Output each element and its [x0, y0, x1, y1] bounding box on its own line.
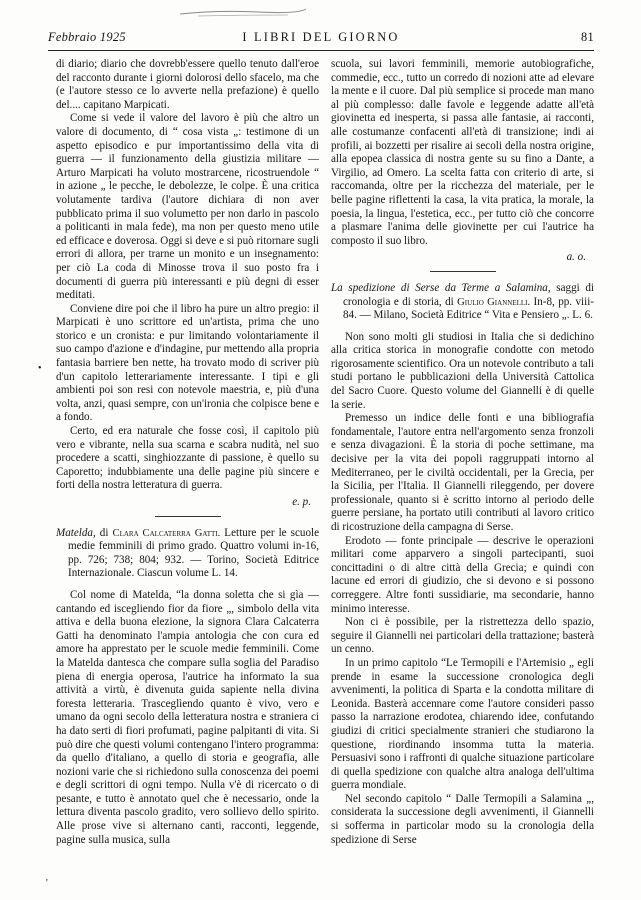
section-divider — [430, 271, 496, 272]
header-date: Febbraio 1925 — [48, 30, 126, 44]
entry-details: In-8, pp. viii-84. — Milano, Società Editrice “ Vita e Pensiero „. L. 6. — [343, 295, 594, 322]
paragraph: Erodoto — fonte principale — descrive le operazioni militari come apparvero a singoli partecipanti, suoi concittadini o di altre città della Grecia; e quindi con lacune ed errori di giudizio, che si devono e si possono correggere. Altre fonti sussidiarie, ma secondarie, hanno minimo interesse. — [331, 534, 594, 615]
paragraph: Nel secondo capitolo “ Dalle Termopili a Salamina „, considerata la successione degli avvenimenti, il Giannelli si sofferma in particolar modo su la cronologia della spedizione di Serse — [331, 792, 594, 846]
book-entry-serse — [331, 282, 594, 323]
paragraph: Non ci è possibile, per la ristrettezza dello spazio, seguire il Giannelli nei particolari della trattazione; basterà un cenno. — [331, 616, 594, 656]
book-title: La spedizione di Serse da Terme a Salamina, — [331, 281, 551, 294]
review-signature: e. p. — [292, 496, 311, 508]
page-number: 81 — [581, 30, 594, 44]
review-signature: a. o. — [566, 251, 586, 264]
entry-text: saggi di cronologia e di storia, di — [343, 281, 595, 308]
book-author: Clara Calcaterra Gatti. — [112, 527, 221, 539]
section-divider — [155, 516, 221, 517]
header-divider — [48, 50, 594, 51]
paragraph: Non sono molti gli studiosi in Italia che si dedichino alla critica storica in monografie condotte con metodo rigorosamente scientifico. Ora un notevole contributo a tali studi portano le pubblicazioni della Università Cattolica del Sacro Cuore. Questo volume del Giannelli è di quelle la serie. — [331, 330, 594, 411]
paragraph: Premesso un indice delle fonti e una bibliografia fondamentale, l'autore entra nell'argomento senza fronzoli e senza divagazioni. È la storia di poche settimane, ma decisive per la vita dei popoli raggruppati intorno al Mediterraneo, per le civiltà occidentali, per la Grecia, per la Sicilia, per l'Italia. Il Giannelli rileggendo, per dovere professionale, quanto si è scritto intorno al periodo delle guerre persiane, ha portato utili contributi al lavoro critico di ricostruzione della campagna di Serse. — [331, 412, 594, 533]
margin-mark: • — [38, 363, 42, 374]
left-column — [56, 58, 319, 847]
paragraph: Certo, ed era naturale che fosse così, il capitolo più vero e vibrante, nella sua scarna e scabra nudità, nel suo procedere a scatti, singhiozzante di passione, è quello su Caporetto; indubbiamente una delle pagine più sincere e forti della nostra letteratura di guerra. — [56, 425, 319, 492]
paragraph: di diario; diario che dovrebb'essere quello tenuto dall'eroe del racconto durante i giorni dolorosi dello sfacelo, ma che (e l'autore stesso ce lo avverte nella prefazione) è quello del.... capitano Marpicati. — [56, 58, 319, 111]
paragraph: In un primo capitolo “Le Termopili e l'Artemisio „ egli prende in esame la successione cronologica degli avvenimenti, la politica di Sparta e la condotta militare di Leonida. Basterà accennare come l'autore consideri passo passo la narrazione erodotea, chiarendo idee, confutando giudizi di critici specialmente stranieri che studiarono la questione, riordinando insomma tutta la materia. Persuasivi sono i raffronti di qualche situazione particolare di quella spedizione con qualche altra analoga dell'ultima guerra mondiale. — [331, 656, 594, 792]
header-title: I LIBRI DEL GIORNO — [242, 30, 400, 44]
entry-details: Letture per le scuole medie femminili di primo grado. Quattro volumi in-16, pp. 726; 738; 804; 932. — Torino, Società Editrice Internazionale. Ciascun volume L. 14. — [68, 526, 319, 580]
margin-mark-bottom: ' — [46, 878, 48, 889]
book-entry-matelda — [56, 527, 319, 581]
decorative-scan-line — [178, 6, 308, 18]
entry-text: di — [95, 526, 113, 539]
book-title: Matelda, — [56, 526, 96, 539]
book-author: Giulio Giannelli. — [457, 296, 531, 308]
paragraph: scuola, sui lavori femminili, memorie autobiografiche, commedie, ecc., tutto un corredo di nozioni atte ad elevare la mente e il cuore. Dal più semplice si procede man mano al più complesso: dalle favole e leggende adatte all'età giovinetta ed inesperta, si passa alle fantasie, ai racconti, alle costumanze confacenti all'età di transizione; indi ai profili, ai bozzetti per risalire ai secoli della nostra origine, alla epopea classica di nostra gente su su fino a Dante, a Virgilio, ad Omero. La scelta fatta con criterio di arte, si raccomanda, oltre per la ricchezza del materiale, per le belle pagine riflettenti la casa, la vita pratica, la morale, la poesia, la lingua, l'estetica, ecc., per tutto ciò che concorre a plasmare l'anima delle giovinette per cui l'autrice ha composto il suo libro. — [331, 58, 594, 247]
running-header — [48, 30, 594, 48]
right-column — [331, 58, 594, 847]
paragraph: Come si vede il valore del lavoro è più che altro un valore di documento, di “ cosa vista „: testimone di un aspetto episodico e pur importantissimo della vita di guerra — il funzionamento della giustizia militare — Arturo Marpicati ha voluto mostrarcene, ricostruendole “ in azione „ le pecche, le debolezze, le colpe. È una critica volutamente tardiva (l'autore dichiara di non aver pubblicato prima il suo volumetto per non darlo in pascolo a politicanti in mala fede), ma non per questo meno utile ed efficace e doverosa. Oggi si deve e si può ritornare sugli errori di allora, per trarne un monito e un insegnamento: per ciò La coda di Minosse trova il suo posto fra i documenti di guerra più interessanti e più degni di esser meditati. — [56, 112, 319, 302]
paragraph: Col nome di Matelda, “la donna soletta che si gìa — cantando ed iscegliendo fior da fiore „, simbolo della vita attiva e della buona elezione, la signora Clara Calcaterra Gatti ha denominato l'ampia antologia che con cura ed amore ha apprestato per le scuole medie femminili. Come la Matelda dantesca che compare sulla soglia del Paradiso piena di energia operosa, l'autrice ha informato la sua attività a virtù, è divenuta guida sapiente nella divina foresta letteraria. Trasceglìendo quanto è vivo, vero e umano da ogni secolo della letteratura nostra e straniera ci ha dato serti di fiori profumati, pagine palpitanti di vita. Si può dire che questi volumi contengano l'intero programma: da quello d'italiano, a quello di storia e geografia, alle nozioni varie che si richiedono sulla conoscenza dei poemi e degli scrittori di ogni tempo. Nulla v'è di ricercato o di pesante, e tutto è annotato quel che è necessario, onde la lettura diventa pascolo gradito, vero sollievo dello spirito. Alle prose vive si alternano canti, racconti, leggende, pagine sulla musica, sulla — [56, 588, 319, 846]
paragraph: Conviene dire poi che il libro ha pure un altro pregio: il Marpicati è uno scrittore ed un'artista, prima che uno storico e un cronista: e pur limitando volontariamente il suo campo d'azione e d'indagine, pur mettendo alla propria fantasia barriere ben nette, ha trovato modo di scriver più d'un capitolo letterariamente interessante. I tipi e gli ambienti poi son resi con notevole maestria, e, più d'una volta, anzi, quasi sempre, con un'ironia che colpisce bene e a fondo. — [56, 302, 319, 424]
